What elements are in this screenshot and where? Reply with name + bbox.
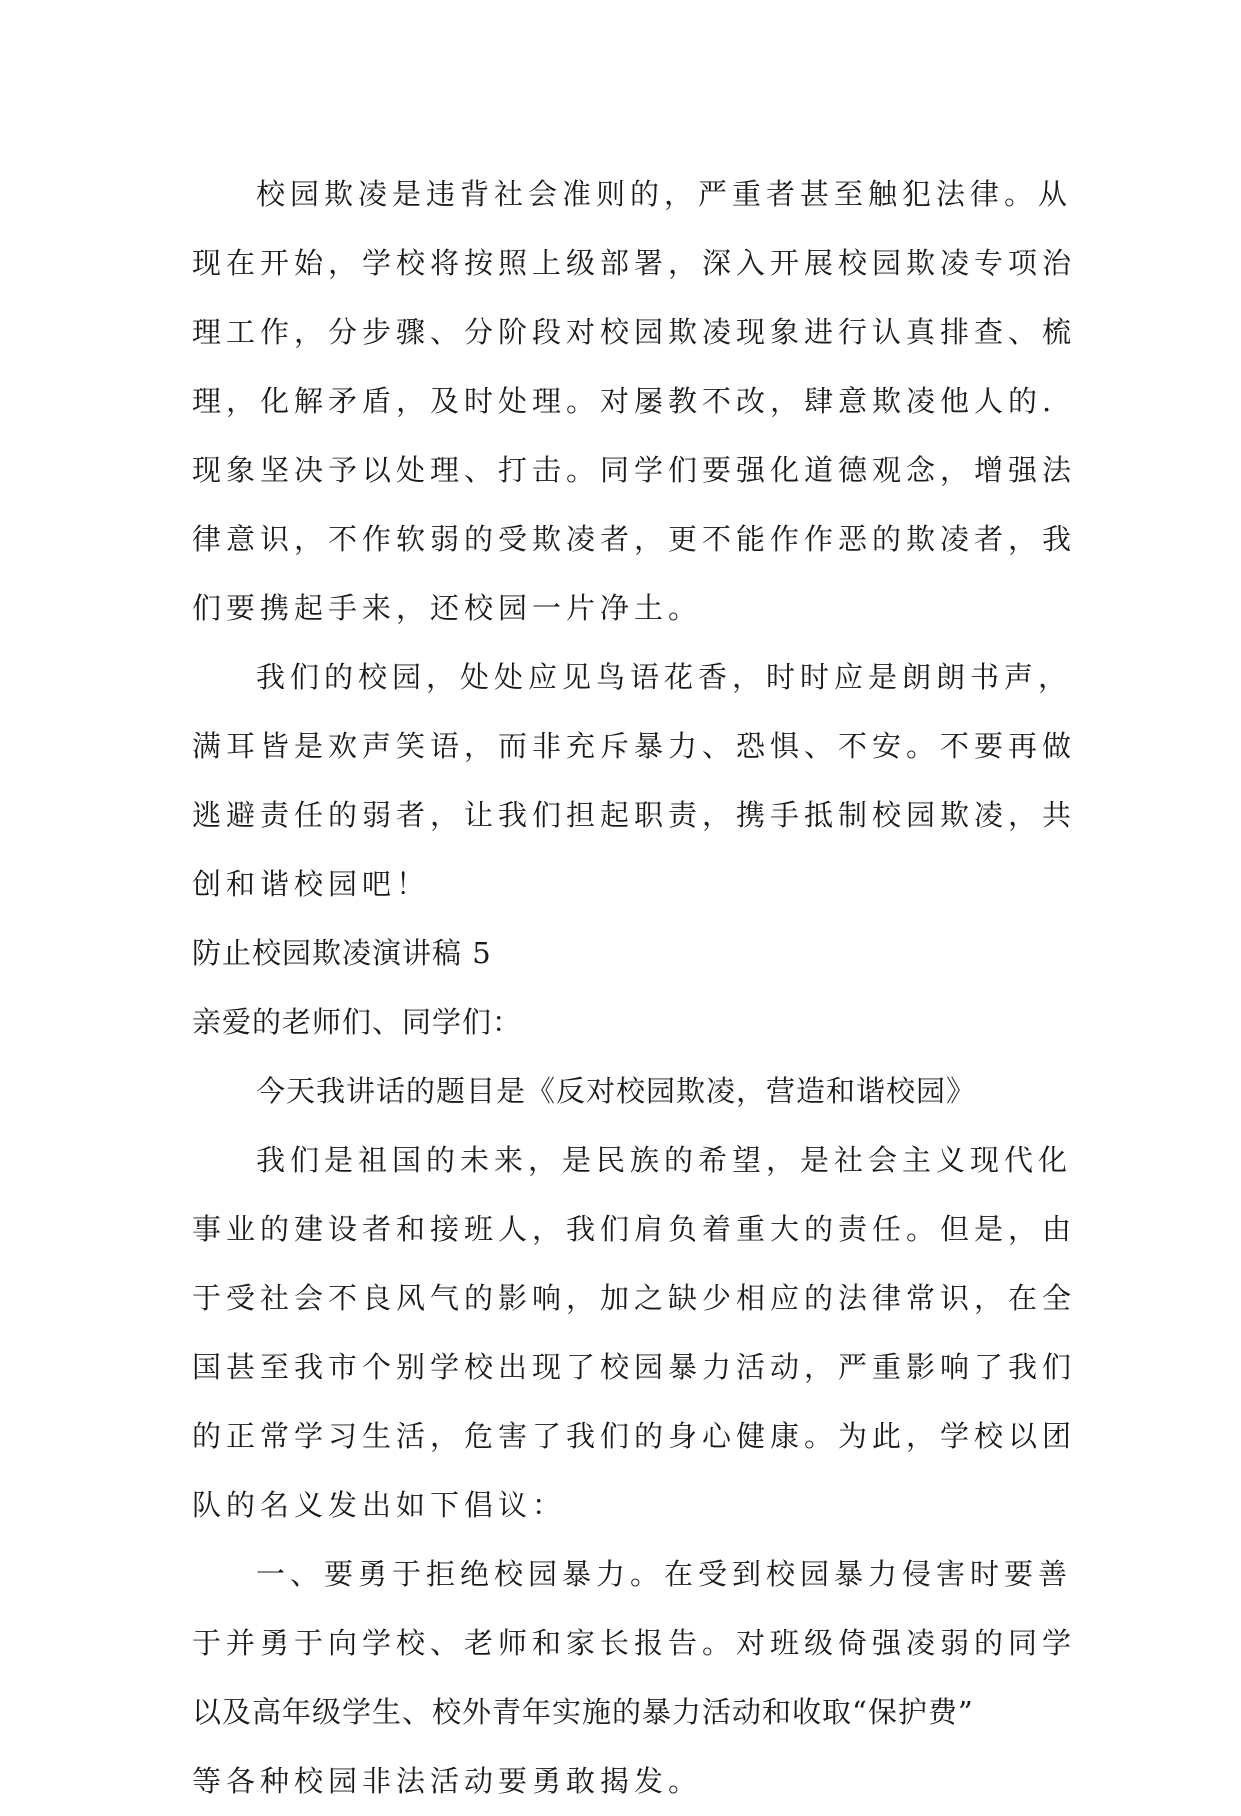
paragraph-line: 逃避责任的弱者，让我们担起职责，携手抵制校园欺凌，共 — [192, 798, 1077, 832]
paragraph-line: 国甚至我市个别学校出现了校园暴力活动，严重影响了我们 — [192, 1350, 1077, 1384]
paragraph-line: 事业的建设者和接班人，我们肩负着重大的责任。但是，由 — [192, 1212, 1077, 1246]
document-body — [192, 160, 1077, 1816]
paragraph-line: 等各种校园非法活动要勇敢揭发。 — [192, 1764, 703, 1798]
paragraph-line: 我们的校园，处处应见鸟语花香，时时应是朗朗书声， — [256, 660, 1073, 694]
paragraph-line: 我们是祖国的未来，是民族的希望，是社会主义现代化 — [256, 1143, 1073, 1177]
paragraph-line: 一、要勇于拒绝校园暴力。在受到校园暴力侵害时要善 — [256, 1557, 1073, 1591]
paragraph-line: 校园欺凌是违背社会准则的，严重者甚至触犯法律。从 — [256, 177, 1073, 211]
speech-topic: 今天我讲话的题目是《反对校园欺凌，营造和谐校园》 — [256, 1074, 977, 1108]
paragraph-line: 满耳皆是欢声笑语，而非充斥暴力、恐惧、不安。不要再做 — [192, 729, 1077, 763]
paragraph-line: 理，化解矛盾，及时处理。对屡教不改，肆意欺凌他人的. — [192, 384, 1057, 418]
paragraph-line: 于受社会不良风气的影响，加之缺少相应的法律常识，在全 — [192, 1281, 1077, 1315]
paragraph-line: 现象坚决予以处理、打击。同学们要强化道德观念，增强法 — [192, 453, 1077, 487]
salutation: 亲爱的老师们、同学们： — [192, 1005, 523, 1039]
paragraph-line: 现在开始，学校将按照上级部署，深入开展校园欺凌专项治 — [192, 246, 1077, 280]
paragraph-line: 的正常学习生活，危害了我们的身心健康。为此，学校以团 — [192, 1419, 1077, 1453]
paragraph-line: 们要携起手来，还校园一片净土。 — [192, 591, 703, 625]
paragraph-line: 理工作，分步骤、分阶段对校园欺凌现象进行认真排查、梳 — [192, 315, 1077, 349]
paragraph-line: 创和谐校园吧！ — [192, 867, 431, 901]
paragraph-line: 以及高年级学生、校外青年实施的暴力活动和收取“保护费” — [192, 1695, 974, 1729]
section-title: 防止校园欺凌演讲稿 5 — [192, 936, 492, 970]
paragraph-line: 于并勇于向学校、老师和家长报告。对班级倚强凌弱的同学 — [192, 1626, 1077, 1660]
paragraph-line: 律意识，不作软弱的受欺凌者，更不能作作恶的欺凌者，我 — [192, 522, 1077, 556]
paragraph-line: 队的名义发出如下倡议： — [192, 1488, 567, 1522]
